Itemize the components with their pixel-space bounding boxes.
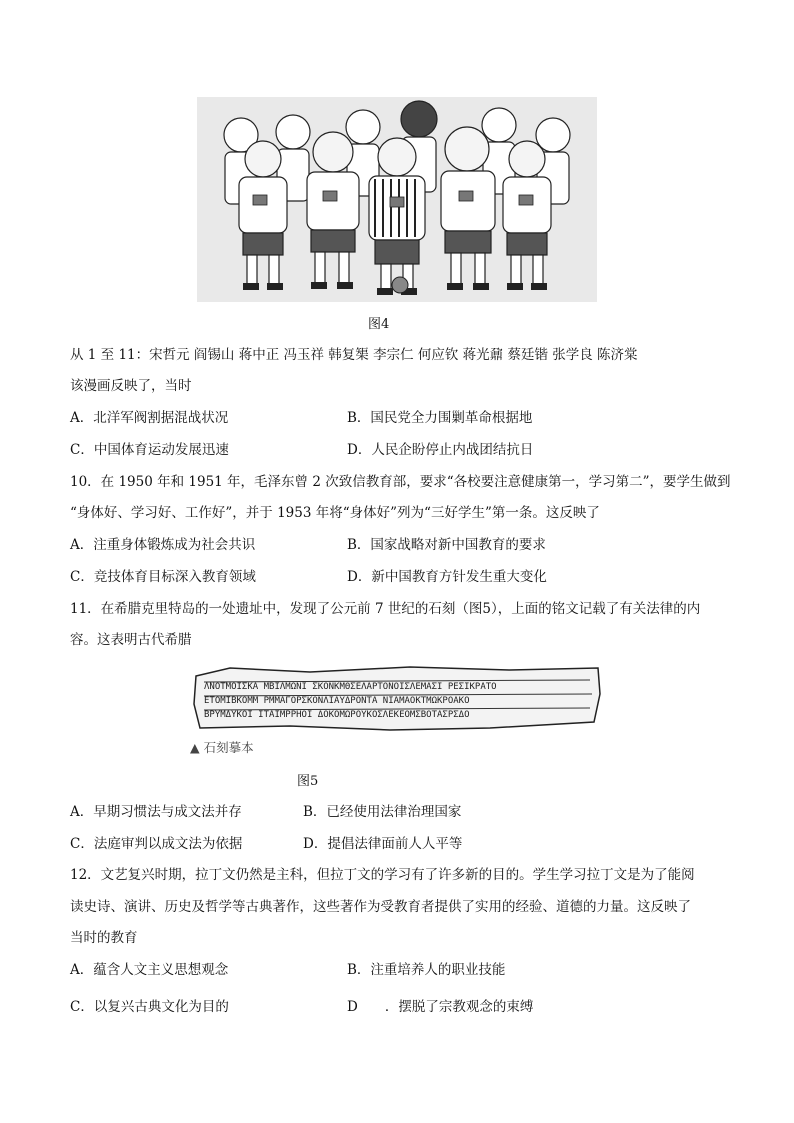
figure-4-caption: 图4 <box>368 317 390 332</box>
q10-stem-line2: “身体好、学习好、工作好”，并于 1953 年将“身体好”列为“三好学生”第一条。这反映了 <box>70 505 600 521</box>
q11-stem-line2: 容。这表明古代希腊 <box>70 632 192 648</box>
inscription-glyphs-row3: ΒΡΥΜΔΥΚΟΙ ΙΤΑΙΜΡΡΗΟΙ ΔΟΚΟΜΩΡΟΥΚΟΣΛΕΚΕΟΜΣΒΟΤΑΣΡΣΔΟ <box>204 710 470 720</box>
q11-option-d[interactable]: D．提倡法律面前人人平等 <box>303 836 463 852</box>
q9-option-c[interactable]: C．中国体育运动发展迅速 <box>70 442 229 458</box>
inscription-label: ▲ 石刻摹本 <box>190 740 254 755</box>
football-icon <box>392 277 408 293</box>
q12-option-b[interactable]: B．注重培养人的职业技能 <box>347 962 506 978</box>
q9-option-a[interactable]: A．北洋军阀割据混战状况 <box>70 410 229 426</box>
q10-option-c[interactable]: C．竞技体育目标深入教育领域 <box>70 569 256 585</box>
cartoon-illustration <box>197 97 597 302</box>
q11-stem-line1: 11．在希腊克里特岛的一处遗址中，发现了公元前 7 世纪的石刻（图5），上面的铭文记载了有关法律的内 <box>70 601 701 617</box>
q10-option-d[interactable]: D．新中国教育方针发生重大变化 <box>347 569 547 585</box>
q10-stem-line1: 10．在 1950 年和 1951 年，毛泽东曾 2 次致信教育部，要求“各校要注意健康第一，学习第二”，要学生做到 <box>70 474 731 490</box>
q9-option-b[interactable]: B．国民党全力围剿革命根据地 <box>347 410 533 426</box>
q12-option-d[interactable]: D ．摆脱了宗教观念的束缚 <box>347 999 534 1015</box>
q10-option-a[interactable]: A．注重身体锻炼成为社会共识 <box>70 537 256 553</box>
q9-player-list: 从 1 至 11：宋哲元 阎锡山 蒋中正 冯玉祥 韩复榘 李宗仁 何应钦 蒋光鼐 蔡廷锴 张学良 陈济棠 <box>70 347 638 363</box>
q11-option-a[interactable]: A．早期习惯法与成文法并存 <box>70 804 242 820</box>
q10-option-b[interactable]: B．国家战略对新中国教育的要求 <box>347 537 546 553</box>
q12-stem-line3: 当时的教育 <box>70 930 138 946</box>
figure-5-caption: 图5 <box>297 774 319 789</box>
stone-inscription-figure-5 <box>190 664 604 734</box>
q12-stem-line2: 读史诗、演讲、历史及哲学等古典著作，这些著作为受教育者提供了实用的经验、道德的力量。这反映了 <box>70 899 691 915</box>
q12-option-a[interactable]: A．蕴含人文主义思想观念 <box>70 962 229 978</box>
q9-stem: 该漫画反映了，当时 <box>70 378 192 394</box>
q12-stem-line1: 12．文艺复兴时期，拉丁文仍然是主科，但拉丁文的学习有了许多新的目的。学生学习拉丁文是为了能阅 <box>70 867 695 883</box>
q12-option-c[interactable]: C．以复兴古典文化为目的 <box>70 999 229 1015</box>
q9-option-d[interactable]: D．人民企盼停止内战团结抗日 <box>347 442 534 458</box>
inscription-tablet <box>190 664 604 734</box>
cartoon-figure-4 <box>197 97 597 302</box>
q11-option-b[interactable]: B．已经使用法律治理国家 <box>303 804 462 820</box>
q11-option-c[interactable]: C．法庭审判以成文法为依据 <box>70 836 243 852</box>
inscription-glyphs-row2: ΕΤΟΜΙΒΚΟΜΜ ΡΜΜΑΓΟΡΣΚΟΝΛΙΑΥΔΡΟΝΤΑ ΝΙΑΜΑΟΚΤΜΩΚΡΟΑΚΟ <box>204 696 470 706</box>
inscription-glyphs-row1: ΛΝΟΤΜΟΙΣΚΑ ΜΒΙΛΜΩΝΙ ΣΚΟΝΚΜΘΣΕΛΑΡΤΟΝΟΙΣΛΕΜΑΣΙ ΡΕΣΙΚΡΑΤΟ <box>204 682 497 692</box>
